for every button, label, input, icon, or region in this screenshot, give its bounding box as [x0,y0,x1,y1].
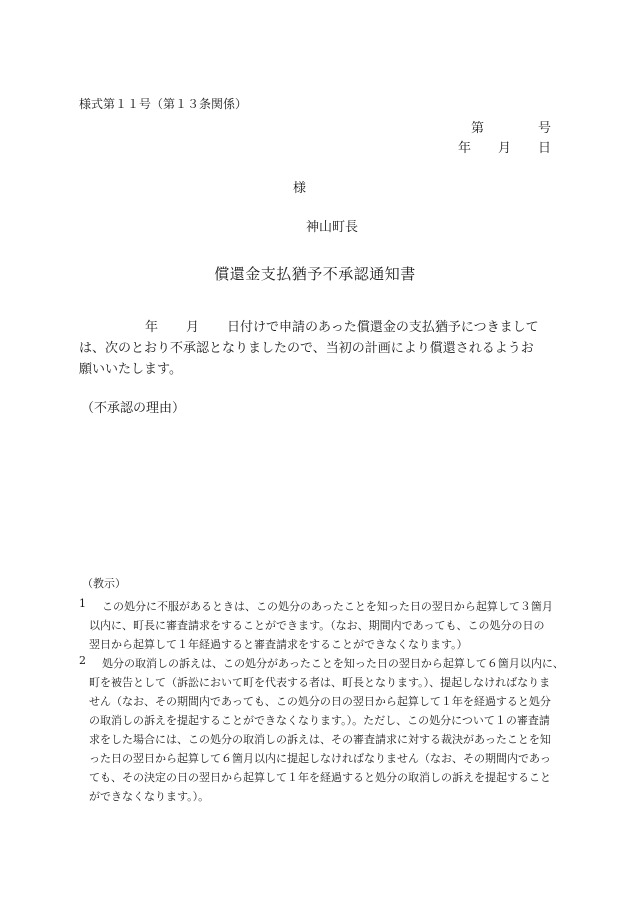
notice-item-line: ができなくなります。）。 [89,790,210,803]
notice-item-line: 町を被告として（訴訟において町を代表する者は、町長となります。）、提起しなければなりま [89,676,551,689]
notice-item-line: せん（なお、その期間内であっても、この処分の日の翌日から起算して１年を経過すると処分 [89,695,551,708]
notice-heading: （教示） [82,577,126,590]
notice-item-line: ても、その決定の日の翌日から起算して１年を経過すると処分の取消しの訴えを提起すること [89,771,551,784]
issue-date-year: 年 [458,141,472,156]
issue-date-month: 月 [498,141,512,156]
appeal-notice [79,575,564,806]
document-number-suffix: 号 [538,121,552,136]
notice-item-number: 1 [79,597,86,610]
form-number: 様式第１１号（第１３条関係） [79,97,248,111]
notice-item-line: った日の翌日から起算して６箇月以内に提起しなければなりません（なお、その期間内であっ [89,752,551,765]
issuer-name: 神山町長 [306,220,359,235]
notice-item [79,654,564,806]
body-month: 月 [186,320,200,335]
document-title: 償還金支払猶予不承認通知書 [214,265,416,283]
addressee-honorific: 様 [293,181,307,196]
notice-item-line: この処分に不服があるときは、この処分のあったことを知った日の翌日から起算して３箇月 [102,600,553,613]
notice-item-line: 求をした場合には、この処分の取消しの訴えは、その審査請求に対する裁決があったことを知 [89,733,551,746]
body-line-1 [79,317,559,338]
body-line-1-text: 日付けで申請のあった償還金の支払猶予につきまして [227,320,539,335]
notice-item [79,597,559,654]
notice-item-line: の取消しの訴えを提起することができなくなります。）。ただし、この処分について１の審査請 [89,714,550,727]
notice-item-line: 翌日から起算して１年経過すると審査請求をすることができなくなります。） [89,638,468,651]
issue-date-day: 日 [538,141,552,156]
notice-body [79,317,559,380]
notice-item-line: 以内に、町長に審査請求をすることができます。（なお、期間内であっても、この処分の日の [89,619,545,632]
document-number-prefix: 第 [471,121,485,136]
body-line-3: 願いいたします。 [79,362,182,377]
body-year: 年 [145,320,159,335]
notice-item-line: 処分の取消しの訴えは、この処分があったことを知った日の翌日から起算して６箇月以内に、 [102,657,564,670]
reason-label: （不承認の理由） [81,401,186,416]
notice-item-number: 2 [79,654,86,667]
body-line-2: は、次のとおり不承認となりましたので、当初の計画により償還されるようお [79,341,534,356]
